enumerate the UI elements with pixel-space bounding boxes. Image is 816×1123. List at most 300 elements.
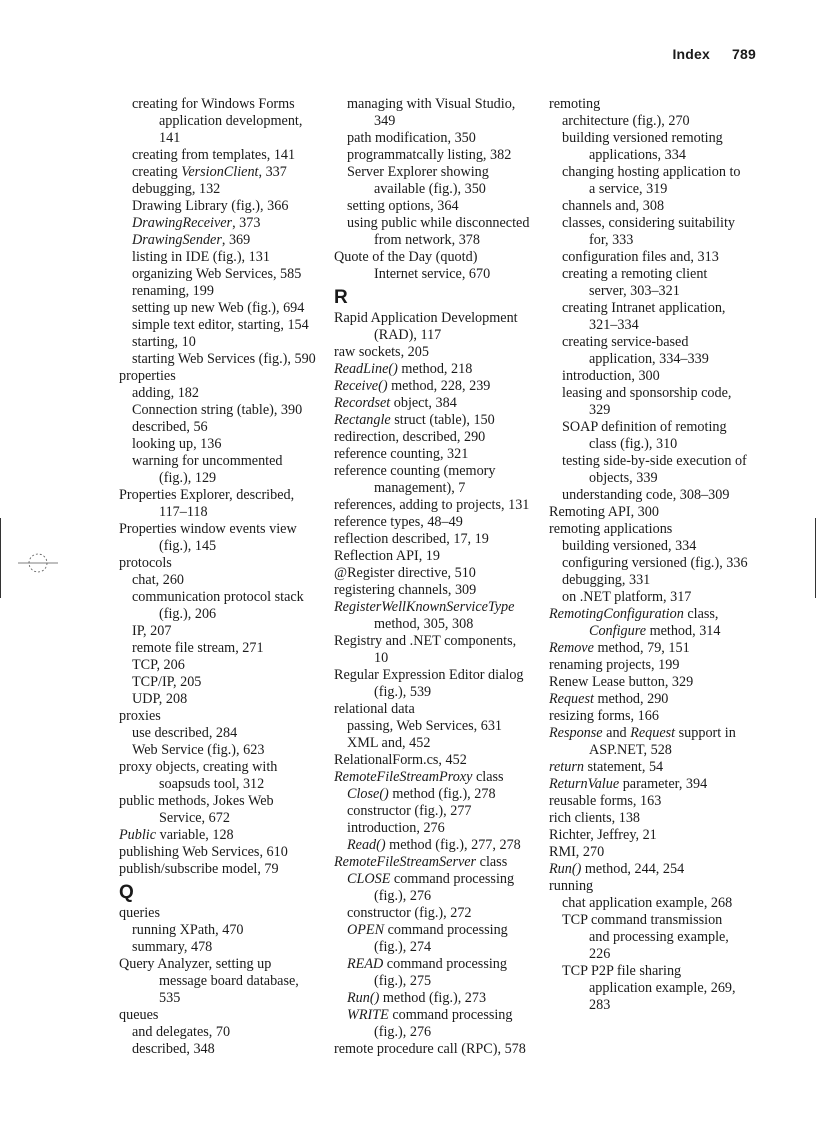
index-text: creating (132, 164, 182, 180)
index-text: ASP.NET, 528 (589, 742, 672, 758)
index-text: IP, 207 (132, 623, 172, 639)
index-text: class (fig.), 310 (589, 436, 678, 452)
index-text: on .NET platform, 317 (562, 589, 692, 605)
index-term-italic: Rectangle (334, 412, 391, 428)
index-entry (119, 759, 324, 776)
index-text: message board database, (159, 973, 299, 989)
index-text: , 373 (232, 215, 261, 231)
index-text: Renew Lease button, 329 (549, 674, 694, 690)
index-entry (119, 368, 324, 385)
index-subentry (334, 786, 544, 803)
index-subentry (334, 215, 544, 232)
index-text: management), 7 (374, 480, 466, 496)
index-subentry (119, 181, 324, 198)
index-subentry (549, 963, 765, 980)
index-term-italic: Request (549, 691, 594, 707)
index-text: applications, 334 (589, 147, 686, 163)
index-text: support in (675, 725, 736, 741)
index-text: references, adding to projects, 131 (334, 497, 530, 513)
running-head (672, 46, 756, 62)
index-entry (119, 844, 324, 861)
index-subentry (119, 419, 324, 436)
index-text: configuring versioned (fig.), 336 (562, 555, 748, 571)
index-text: debugging, 132 (132, 181, 221, 197)
index-entry-continuation (119, 113, 324, 130)
index-text: 321–334 (589, 317, 639, 333)
index-entry-continuation (549, 181, 765, 198)
index-entry (334, 378, 544, 395)
index-subentry (334, 164, 544, 181)
index-text: debugging, 331 (562, 572, 651, 588)
index-term-italic: RegisterWellKnownServiceType (334, 599, 515, 615)
index-text: Drawing Library (fig.), 366 (132, 198, 289, 214)
section-title: Index (672, 46, 711, 62)
index-text: method, 218 (397, 361, 473, 377)
index-subentry (119, 1041, 324, 1058)
index-text: RelationalForm.cs, 452 (334, 752, 467, 768)
index-text: constructor (fig.), 277 (347, 803, 472, 819)
index-subentry (119, 691, 324, 708)
index-text: setting options, 364 (347, 198, 459, 214)
index-text: class (476, 854, 508, 870)
index-text: XML and, 452 (347, 735, 431, 751)
index-subentry (334, 871, 544, 888)
index-term-italic: RemoteFileStreamProxy (334, 769, 473, 785)
index-text: looking up, 136 (132, 436, 222, 452)
index-subentry (334, 718, 544, 735)
index-subentry (549, 130, 765, 147)
index-entry (549, 844, 765, 861)
index-term-italic: RemotingConfiguration (549, 606, 684, 622)
index-text: publish/subscribe model, 79 (119, 861, 279, 877)
index-term-italic: Public (119, 827, 157, 843)
index-text: passing, Web Services, 631 (347, 718, 503, 734)
index-text: listing in IDE (fig.), 131 (132, 249, 270, 265)
index-text: adding, 182 (132, 385, 199, 401)
index-text: communication protocol stack (132, 589, 304, 605)
index-entry (549, 657, 765, 674)
index-term-italic: Read() (347, 837, 386, 853)
index-text: described, 56 (132, 419, 208, 435)
index-text: TCP P2P file sharing (562, 963, 682, 979)
index-text: use described, 284 (132, 725, 238, 741)
index-text: reference types, 48–49 (334, 514, 463, 530)
index-text: summary, 478 (132, 939, 213, 955)
index-text: registering channels, 309 (334, 582, 477, 598)
index-subentry (334, 198, 544, 215)
index-subentry (334, 922, 544, 939)
index-subentry (549, 487, 765, 504)
index-entry-continuation (334, 232, 544, 249)
index-entry-continuation (549, 946, 765, 963)
index-entry-continuation (549, 623, 765, 640)
index-text: leasing and sponsorship code, (562, 385, 732, 401)
index-text: SOAP definition of remoting (562, 419, 727, 435)
index-subentry (334, 735, 544, 752)
index-subentry (119, 742, 324, 759)
index-text: application example, 269, (589, 980, 736, 996)
index-text: rich clients, 138 (549, 810, 641, 826)
index-entry-continuation (334, 650, 544, 667)
index-subentry (119, 385, 324, 402)
index-subentry (334, 956, 544, 973)
index-text: and (602, 725, 631, 741)
index-entry-continuation (549, 929, 765, 946)
index-text: Rapid Application Development (334, 310, 518, 326)
index-subentry (549, 453, 765, 470)
index-text: method (fig.), 273 (379, 990, 487, 1006)
index-entry-continuation (334, 616, 544, 633)
page-number: 789 (732, 46, 756, 62)
index-text: reflection described, 17, 19 (334, 531, 489, 547)
index-text: using public while disconnected (347, 215, 530, 231)
index-text: remote procedure call (RPC), 578 (334, 1041, 526, 1057)
index-text: method (fig.), 277, 278 (385, 837, 521, 853)
index-term-italic: Configure (589, 623, 647, 639)
index-subentry (334, 803, 544, 820)
index-text: Server Explorer showing (347, 164, 489, 180)
index-text: method, 228, 239 (387, 378, 491, 394)
index-term-italic: Remove (549, 640, 594, 656)
index-text: statement, 54 (583, 759, 664, 775)
index-subentry (119, 402, 324, 419)
index-subentry (119, 266, 324, 283)
index-subentry (119, 922, 324, 939)
index-entry (119, 905, 324, 922)
index-entry (334, 769, 544, 786)
index-subentry (549, 249, 765, 266)
index-subentry (549, 419, 765, 436)
index-text: method, 290 (593, 691, 669, 707)
index-text: method, 244, 254 (581, 861, 685, 877)
index-subentry (549, 215, 765, 232)
index-entry (334, 344, 544, 361)
index-entry-continuation (334, 973, 544, 990)
index-text: Query Analyzer, setting up (119, 956, 272, 972)
index-subentry (119, 1024, 324, 1041)
index-text: Internet service, 670 (374, 266, 491, 282)
index-entry (334, 548, 544, 565)
index-subentry (119, 725, 324, 742)
index-subentry (334, 1007, 544, 1024)
index-subentry (119, 96, 324, 113)
index-text: Richter, Jeffrey, 21 (549, 827, 657, 843)
index-term-italic: VersionClient (181, 164, 259, 180)
index-text: (fig.), 539 (374, 684, 432, 700)
index-text: starting Web Services (fig.), 590 (132, 351, 316, 367)
index-entry-continuation (334, 266, 544, 283)
index-text: remoting (549, 96, 601, 112)
index-entry (334, 412, 544, 429)
index-entry (549, 793, 765, 810)
index-entry-continuation (334, 888, 544, 905)
index-text: Reflection API, 19 (334, 548, 440, 564)
index-text: Registry and .NET components, (334, 633, 517, 649)
index-text: UDP, 208 (132, 691, 188, 707)
index-text: class, (683, 606, 719, 622)
index-entry-continuation (549, 980, 765, 997)
index-entry-continuation (119, 130, 324, 147)
index-term-italic: ReturnValue (549, 776, 620, 792)
index-entry-continuation (119, 810, 324, 827)
index-text: reference counting, 321 (334, 446, 469, 462)
index-text: (RAD), 117 (374, 327, 442, 343)
index-text: starting, 10 (132, 334, 196, 350)
index-entry (119, 708, 324, 725)
index-entry (334, 701, 544, 718)
index-text: @Register directive, 510 (334, 565, 476, 581)
index-entry (119, 956, 324, 973)
index-text: (fig.), 274 (374, 939, 432, 955)
index-text: for, 333 (589, 232, 634, 248)
index-subentry (119, 300, 324, 317)
index-subentry (119, 334, 324, 351)
index-entry (549, 861, 765, 878)
index-text: chat application example, 268 (562, 895, 733, 911)
index-entry (549, 640, 765, 657)
index-text: creating a remoting client (562, 266, 708, 282)
index-subentry (334, 130, 544, 147)
index-text: (fig.), 145 (159, 538, 217, 554)
index-subentry (119, 249, 324, 266)
index-term-italic: return (549, 759, 584, 775)
index-text: remoting applications (549, 521, 673, 537)
index-term-italic: Request (630, 725, 676, 741)
index-entry (334, 310, 544, 327)
index-entry (334, 667, 544, 684)
index-subentry (119, 198, 324, 215)
index-entry (334, 565, 544, 582)
index-subentry (334, 820, 544, 837)
index-term-italic: Recordset (334, 395, 391, 411)
index-text: 329 (589, 402, 611, 418)
index-text: 10 (374, 650, 389, 666)
index-text: Regular Expression Editor dialog (334, 667, 524, 683)
index-letter-heading: Q (119, 882, 134, 903)
index-text: resizing forms, 166 (549, 708, 659, 724)
index-text: constructor (fig.), 272 (347, 905, 472, 921)
index-text: (fig.), 129 (159, 470, 217, 486)
index-term-italic: Receive() (334, 378, 388, 394)
index-term-italic: CLOSE (347, 871, 391, 887)
index-text: method, 305, 308 (374, 616, 474, 632)
index-text: and delegates, 70 (132, 1024, 231, 1040)
index-text: struct (table), 150 (390, 412, 495, 428)
index-entry (549, 759, 765, 776)
index-text: relational data (334, 701, 415, 717)
index-text: Properties Explorer, described, (119, 487, 295, 503)
index-subentry (549, 198, 765, 215)
index-subentry (119, 572, 324, 589)
index-text: creating from templates, 141 (132, 147, 296, 163)
index-text: a service, 319 (589, 181, 668, 197)
index-entry (334, 752, 544, 769)
index-entry (549, 776, 765, 793)
index-subentry (334, 905, 544, 922)
index-entry-continuation (549, 742, 765, 759)
index-column-1 (119, 96, 324, 1058)
index-text: RMI, 270 (549, 844, 605, 860)
index-text: creating Intranet application, (562, 300, 726, 316)
index-entry-continuation (549, 147, 765, 164)
index-subentry (119, 640, 324, 657)
index-entry (549, 725, 765, 742)
index-text: command processing (390, 871, 515, 887)
index-subentry (549, 113, 765, 130)
index-text: properties (119, 368, 176, 384)
index-text: protocols (119, 555, 172, 571)
index-entry-continuation (549, 436, 765, 453)
index-text: reference counting (memory (334, 463, 496, 479)
index-entry-continuation (334, 181, 544, 198)
index-subentry (119, 657, 324, 674)
index-text: understanding code, 308–309 (562, 487, 730, 503)
index-text: TCP command transmission (562, 912, 723, 928)
index-subentry (119, 436, 324, 453)
index-text: TCP/IP, 205 (132, 674, 202, 690)
index-entry (549, 96, 765, 113)
index-entry (549, 827, 765, 844)
index-entry (334, 497, 544, 514)
index-entry-continuation (119, 470, 324, 487)
index-text: proxies (119, 708, 161, 724)
index-subentry (549, 368, 765, 385)
index-subentry (549, 385, 765, 402)
index-text: application development, (159, 113, 303, 129)
index-entry (119, 1007, 324, 1024)
index-entry-continuation (549, 351, 765, 368)
index-text: , 337 (258, 164, 287, 180)
index-text: programmatcally listing, 382 (347, 147, 512, 163)
index-entry (334, 854, 544, 871)
index-text: raw sockets, 205 (334, 344, 429, 360)
index-text: proxy objects, creating with (119, 759, 278, 775)
index-text: building versioned, 334 (562, 538, 697, 554)
index-text: TCP, 206 (132, 657, 185, 673)
index-entry (549, 606, 765, 623)
index-entry-continuation (334, 113, 544, 130)
index-entry-continuation (334, 684, 544, 701)
index-term-italic: OPEN (347, 922, 385, 938)
index-text: server, 303–321 (589, 283, 680, 299)
index-column-2 (334, 96, 544, 1058)
index-text: 226 (589, 946, 611, 962)
index-subentry (119, 147, 324, 164)
index-text: Quote of the Day (quotd) (334, 249, 478, 265)
index-text: method, 314 (646, 623, 721, 639)
index-entry-continuation (549, 470, 765, 487)
index-subentry (119, 623, 324, 640)
index-text: channels and, 308 (562, 198, 665, 214)
index-entry (549, 810, 765, 827)
index-text: introduction, 300 (562, 368, 660, 384)
index-text: managing with Visual Studio, (347, 96, 516, 112)
index-entry (334, 582, 544, 599)
index-entry (334, 633, 544, 650)
index-term-italic: ReadLine() (334, 361, 398, 377)
index-text: renaming, 199 (132, 283, 214, 299)
index-text: 283 (589, 997, 611, 1013)
index-text: available (fig.), 350 (374, 181, 486, 197)
index-text: creating service-based (562, 334, 689, 350)
index-text: public methods, Jokes Web (119, 793, 274, 809)
index-subentry (549, 538, 765, 555)
index-subentry (549, 300, 765, 317)
index-text: reusable forms, 163 (549, 793, 662, 809)
index-subentry (119, 283, 324, 300)
index-subentry (549, 895, 765, 912)
index-entry (334, 514, 544, 531)
index-text: (fig.), 206 (159, 606, 217, 622)
index-term-italic: Run() (347, 990, 380, 1006)
index-text: classes, considering suitability (562, 215, 735, 231)
index-text: class (472, 769, 504, 785)
index-entry (334, 1041, 544, 1058)
index-subentry (334, 147, 544, 164)
index-text: running XPath, 470 (132, 922, 244, 938)
index-entry-continuation (119, 973, 324, 990)
index-text: (fig.), 275 (374, 973, 432, 989)
index-text: method (fig.), 278 (388, 786, 496, 802)
index-entry-continuation (119, 504, 324, 521)
index-text: , 369 (221, 232, 251, 248)
index-text: chat, 260 (132, 572, 185, 588)
index-text: introduction, 276 (347, 820, 445, 836)
index-entry (119, 793, 324, 810)
registration-mark-icon (18, 551, 58, 575)
index-subentry (119, 317, 324, 334)
index-entry-continuation (549, 232, 765, 249)
index-text: architecture (fig.), 270 (562, 113, 690, 129)
index-subentry (119, 232, 324, 249)
index-entry (334, 463, 544, 480)
index-entry-continuation (549, 402, 765, 419)
index-subentry (119, 453, 324, 470)
index-text: renaming projects, 199 (549, 657, 680, 673)
index-text: configuration files and, 313 (562, 249, 719, 265)
index-subentry (549, 266, 765, 283)
index-text: Connection string (table), 390 (132, 402, 303, 418)
index-text: remote file stream, 271 (132, 640, 264, 656)
index-entry (549, 878, 765, 895)
index-entry-continuation (334, 327, 544, 344)
index-entry-continuation (119, 990, 324, 1007)
index-text: Web Service (fig.), 623 (132, 742, 265, 758)
index-text: objects, 339 (589, 470, 658, 486)
index-text: described, 348 (132, 1041, 215, 1057)
index-term-italic: Close() (347, 786, 389, 802)
index-subentry (119, 589, 324, 606)
index-subentry (549, 589, 765, 606)
index-entry-continuation (549, 283, 765, 300)
index-entry (549, 674, 765, 691)
index-text: setting up new Web (fig.), 694 (132, 300, 305, 316)
index-text: running (549, 878, 594, 894)
index-text: command processing (388, 1007, 513, 1023)
index-entry (549, 708, 765, 725)
index-entry-continuation (549, 997, 765, 1014)
index-text: simple text editor, starting, 154 (132, 317, 309, 333)
index-entry (549, 504, 765, 521)
index-text: and processing example, (589, 929, 729, 945)
index-text: parameter, 394 (619, 776, 708, 792)
index-entry (334, 429, 544, 446)
index-subentry (549, 572, 765, 589)
index-entry-continuation (334, 480, 544, 497)
index-text: 535 (159, 990, 181, 1006)
index-term-italic: WRITE (347, 1007, 389, 1023)
index-entry (119, 827, 324, 844)
